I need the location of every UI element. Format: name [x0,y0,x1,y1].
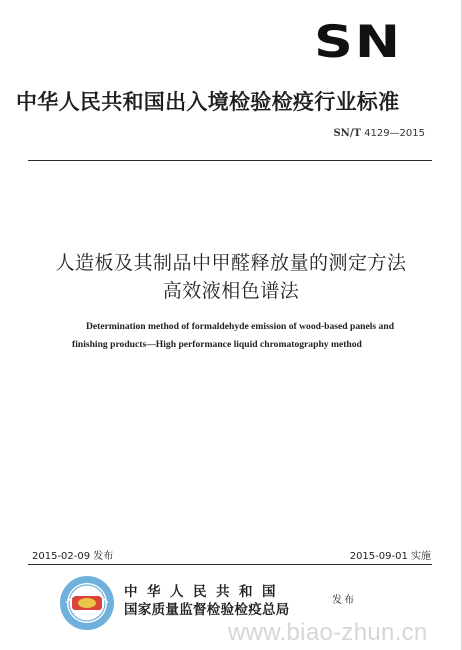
implementation-date: 2015-09-01 实施 [349,551,431,562]
title-en-line1: Determination method of formaldehyde emission of wood-based panels and [85,321,395,332]
title-en [40,318,440,354]
watermark-url: www.biao-zhun.cn [228,619,428,646]
standard-code: 4129—2015 [360,128,425,139]
emblem-center-mark [78,598,96,608]
issuer-agency: 国家质量监督检验检疫总局 [124,602,290,618]
title-cn-line1: 人造板及其制品中甲醛释放量的测定方法 [55,252,407,274]
sn-logo: SN [314,15,403,68]
standard-number [333,128,425,139]
top-divider [28,160,432,161]
issue-date: 2015-02-09 发布 [32,551,114,562]
title-en-line2: finishing products—High performance liquid chromatography method [72,339,362,350]
bottom-divider [28,564,432,565]
issuer-country: 中华人民共和国 [124,584,285,600]
standard-prefix: SN/T [333,128,361,139]
aqsiq-emblem-icon [58,574,116,632]
title-cn-line2: 高效液相色谱法 [162,280,300,302]
issuing-authority-title: 中华人民共和国出入境检验检疫行业标准 [16,90,400,114]
publish-label: 发布 [332,595,356,606]
